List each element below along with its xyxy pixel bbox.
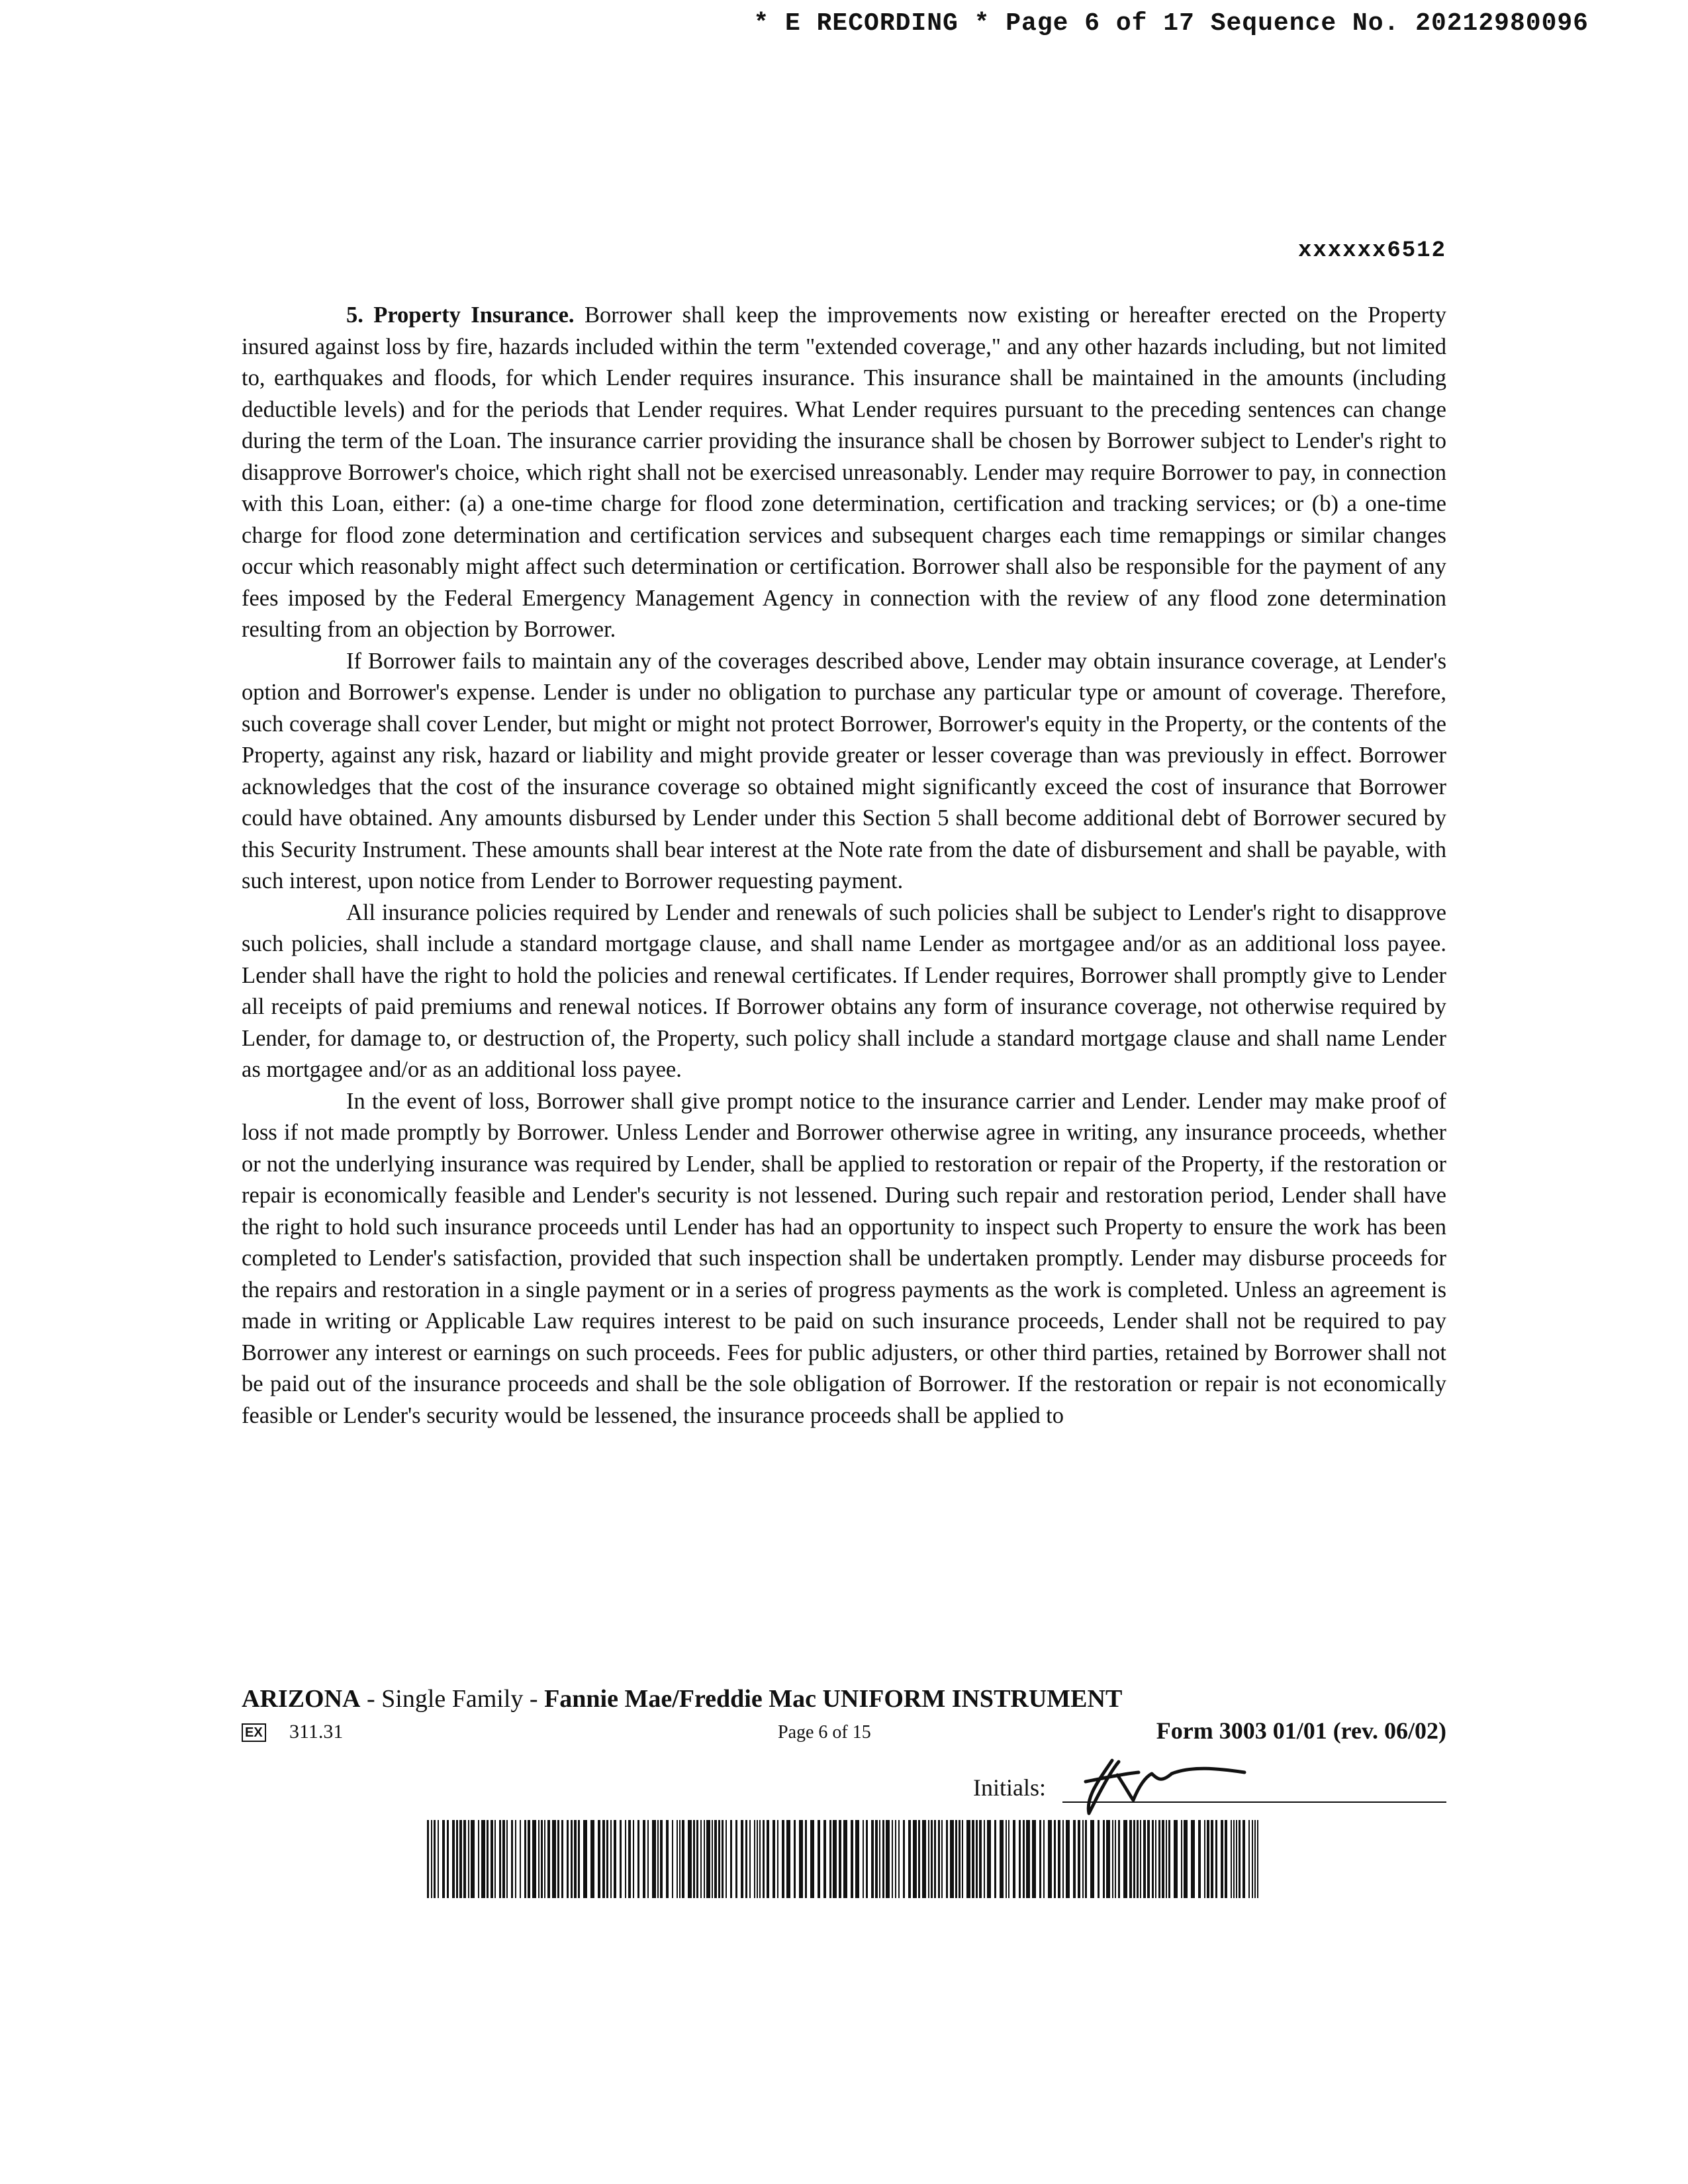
section-title: 5. Property Insurance. [346, 302, 575, 328]
initials-signature-icon [1059, 1734, 1258, 1833]
footer-instrument: Fannie Mae/Freddie Mac UNIFORM INSTRUMENT [544, 1685, 1123, 1713]
recording-header: * E RECORDING * Page 6 of 17 Sequence No. 20212980096 [753, 9, 1589, 38]
loan-number: xxxxxx6512 [1297, 238, 1446, 263]
paragraph-loss-proceeds: In the event of loss, Borrower shall give prompt notice to the insurance carrier and Lender. Lender may make proof of loss if not made promptly by Borrower. Unless Lender and Borrower otherwise agree in writing, any insurance proceeds, whether or not the underlying insurance was required by Lender, shall be applied to restoration or repair of the Property, if the restoration or repair is economically feasible and Lender's security is not lessened. During such repair and restoration period, Lender shall have the right to hold such insurance proceeds until Lender has had an opportunity to inspect such Property to ensure the work has been completed to Lender's satisfaction, provided that such inspection shall be undertaken promptly. Lender may disburse proceeds for the repairs and restoration in a single payment or in a series of progress payments as the work is completed. Unless an agreement is made in writing or Applicable Law requires interest to be paid on such insurance proceeds, Lender shall not be required to pay Borrower any interest or earnings on such proceeds. Fees for public adjusters, or other third parties, retained by Borrower shall not be paid out of the insurance proceeds and shall be the sole obligation of Borrower. If the restoration or repair is not economically feasible or Lender's security would be lessened, the insurance proceeds shall be applied to [242, 1088, 1446, 1428]
footer-state: ARIZONA [242, 1685, 361, 1713]
footer-meta [242, 1717, 1446, 1754]
footer-instrument-title [242, 1684, 1122, 1713]
footer-family: - Single Family - [360, 1685, 545, 1713]
page-number: Page 6 of 15 [778, 1722, 871, 1743]
paragraph-policy-requirements: All insurance policies required by Lender and renewals of such policies shall be subject to Lender's right to disapprove such policies, shall include a standard mortgage clause, and shall name Lender as mortgagee and/or as an additional loss payee. Lender shall have the right to hold the policies and renewal certificates. If Lender requires, Borrower shall promptly give to Lender all receipts of paid premiums and renewal notices. If Borrower obtains any form of insurance coverage, not otherwise required by Lender, for damage to, or destruction of, the Property, such policy shall include a standard mortgage clause and shall name Lender as mortgagee and/or as an additional loss payee. [242, 899, 1446, 1082]
barcode-icon [427, 1820, 1262, 1898]
paragraph-property-insurance [242, 300, 1446, 646]
ex-logo-icon: EX [242, 1723, 266, 1742]
document-body [242, 300, 1446, 1432]
paragraph-forced-coverage: If Borrower fails to maintain any of the coverages described above, Lender may obtain insurance coverage, at Lender's option and Borrower's expense. Lender is under no obligation to purchase any particular type or amount of coverage. Therefore, such coverage shall cover Lender, but might or might not protect Borrower, Borrower's equity in the Property, or the contents of the Property, against any risk, hazard or liability and might provide greater or lesser coverage than was previously in effect. Borrower acknowledges that the cost of the insurance coverage so obtained might significantly exceed the cost of insurance that Borrower could have obtained. Any amounts disbursed by Lender under this Section 5 shall become additional debt of Borrower secured by this Security Instrument. These amounts shall bear interest at the Note rate from the date of disbursement and shall be payable, with such interest, upon notice from Lender to Borrower requesting payment. [242, 648, 1446, 893]
form-code: 311.31 [289, 1721, 344, 1743]
paragraph-text: Borrower shall keep the improvements now existing or hereafter erected on the Property insured against loss by fire, hazards included within the term "extended coverage," and any other hazards including, but not limited to, earthquakes and floods, for which Lender requires insurance. This insurance shall be maintained in the amounts (including deductible levels) and for the periods that Lender requires. What Lender requires pursuant to the preceding sentences can change during the term of the Loan. The insurance carrier providing the insurance shall be chosen by Borrower subject to Lender's right to disapprove Borrower's choice, which right shall not be exercised unreasonably. Lender may require Borrower to pay, in connection with this Loan, either: (a) a one-time charge for flood zone determination, certification and tracking services; or (b) a one-time charge for flood zone determination and certification services and subsequent charges each time remappings or similar changes occur which reasonably might affect such determination or certification. Borrower shall also be responsible for the payment of any fees imposed by the Federal Emergency Management Agency in connection with the review of any flood zone determination resulting from an objection by Borrower. [242, 302, 1446, 642]
form-revision: Form 3003 01/01 (rev. 06/02) [1156, 1717, 1446, 1744]
initials-label: Initials: [973, 1774, 1046, 1801]
